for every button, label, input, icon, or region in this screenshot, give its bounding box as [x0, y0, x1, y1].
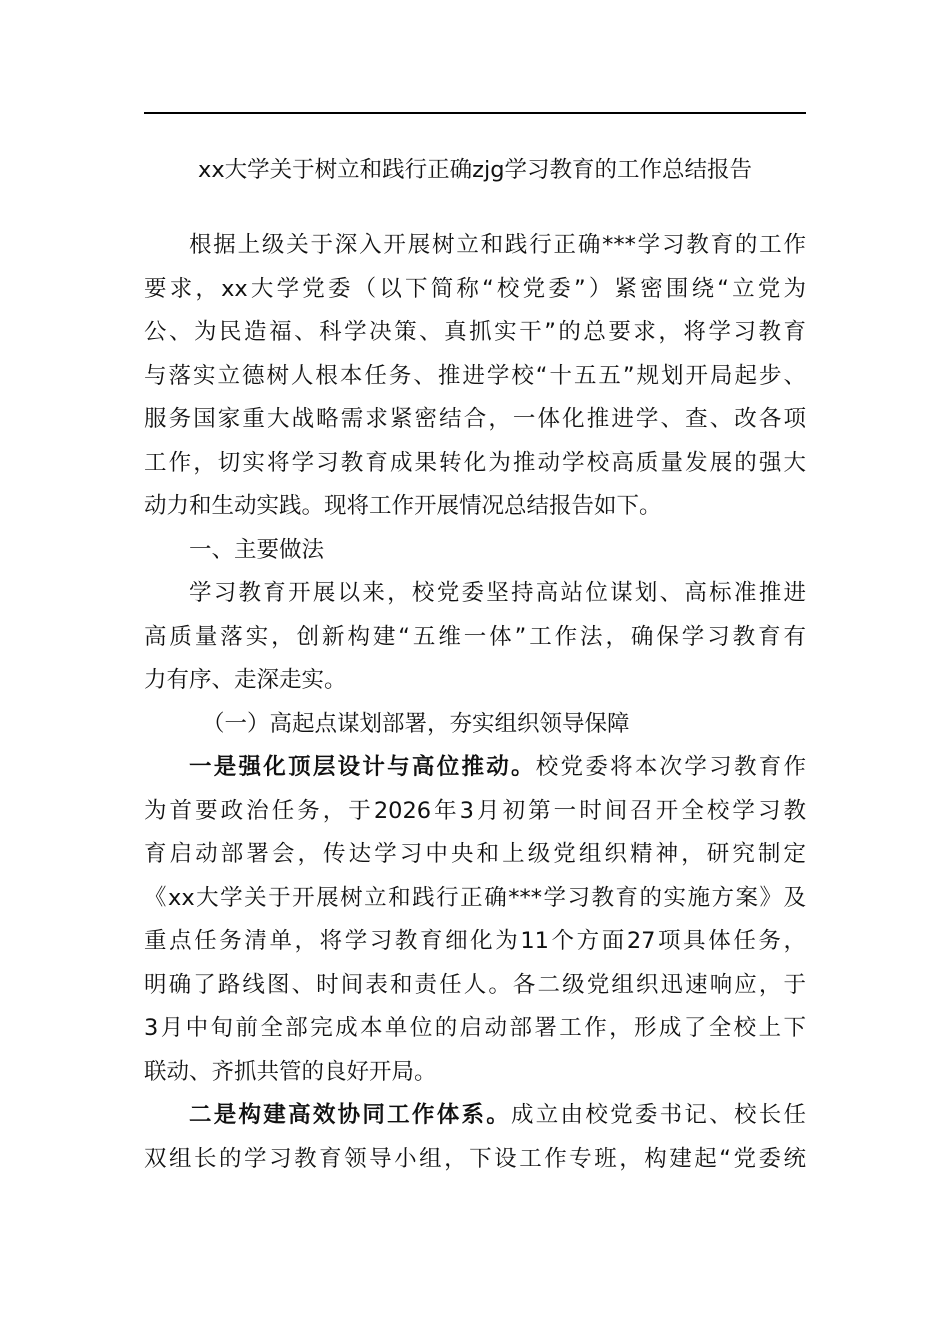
intro-line: 公、为民造福、科学决策、真抓实干”的总要求，将学习教育 — [144, 319, 806, 345]
section-heading: 一、主要做法 — [189, 536, 325, 563]
point-one-line: 重点任务清单，将学习教育细化为11个方面27项具体任务， — [144, 928, 806, 954]
point-one-first-line — [144, 746, 806, 790]
point-one-line: 育启动部署会，传达学习中央和上级党组织精神，研究制定 — [144, 841, 806, 867]
intro-paragraph — [144, 224, 806, 529]
section-line: 学习教育开展以来，校党委坚持高站位谋划、高标准推进 — [189, 580, 806, 606]
intro-line: 根据上级关于深入开展树立和践行正确***学习教育的工作 — [189, 232, 806, 258]
point-two-lead-rest: 成立由校党委书记、校长任 — [511, 1102, 806, 1128]
section-line: 力有序、走深走实。 — [144, 667, 347, 693]
header-rule — [144, 112, 806, 114]
subsection-heading: （一）高起点谋划部署，夯实组织领导保障 — [202, 710, 630, 737]
intro-line: 工作，切实将学习教育成果转化为推动学校高质量发展的强大 — [144, 449, 806, 476]
point-one-line: 明确了路线图、时间表和责任人。各二级党组织迅速响应，于 — [144, 971, 806, 998]
point-one-paragraph — [144, 746, 806, 1094]
point-one-line: 3月中旬前全部完成本单位的启动部署工作，形成了全校上下 — [144, 1015, 806, 1041]
document-title: xx大学关于树立和践行正确zjg学习教育的工作总结报告 — [198, 157, 752, 183]
intro-line: 要求，xx大学党委（以下简称“校党委”）紧密围绕“立党为 — [144, 275, 806, 302]
point-two-paragraph — [144, 1094, 806, 1181]
point-one-line: 联动、齐抓共管的良好开局。 — [144, 1058, 437, 1085]
point-two-lead: 二是构建高效协同工作体系。 — [189, 1102, 512, 1128]
point-one-lead: 一是强化顶层设计与高位推动。 — [189, 754, 536, 780]
point-one-line: 为首要政治任务，于2026年3月初第一时间召开全校学习教 — [144, 797, 806, 824]
point-two-first-line — [144, 1094, 806, 1138]
point-one-line: 《xx大学关于开展树立和践行正确***学习教育的实施方案》及 — [144, 884, 806, 911]
point-two-line: 双组长的学习教育领导小组，下设工作专班，构建起“党委统 — [144, 1145, 806, 1172]
document-body — [144, 224, 806, 1181]
point-one-lead-rest: 校党委将本次学习教育作 — [535, 754, 806, 780]
intro-line: 与落实立德树人根本任务、推进学校“十五五”规划开局起步、 — [144, 362, 806, 389]
section-paragraph — [144, 572, 806, 703]
intro-line: 动力和生动实践。现将工作开展情况总结报告如下。 — [144, 493, 662, 519]
section-line: 高质量落实，创新构建“五维一体”工作法，确保学习教育有 — [144, 623, 806, 650]
intro-line: 服务国家重大战略需求紧密结合，一体化推进学、查、改各项 — [144, 406, 806, 432]
